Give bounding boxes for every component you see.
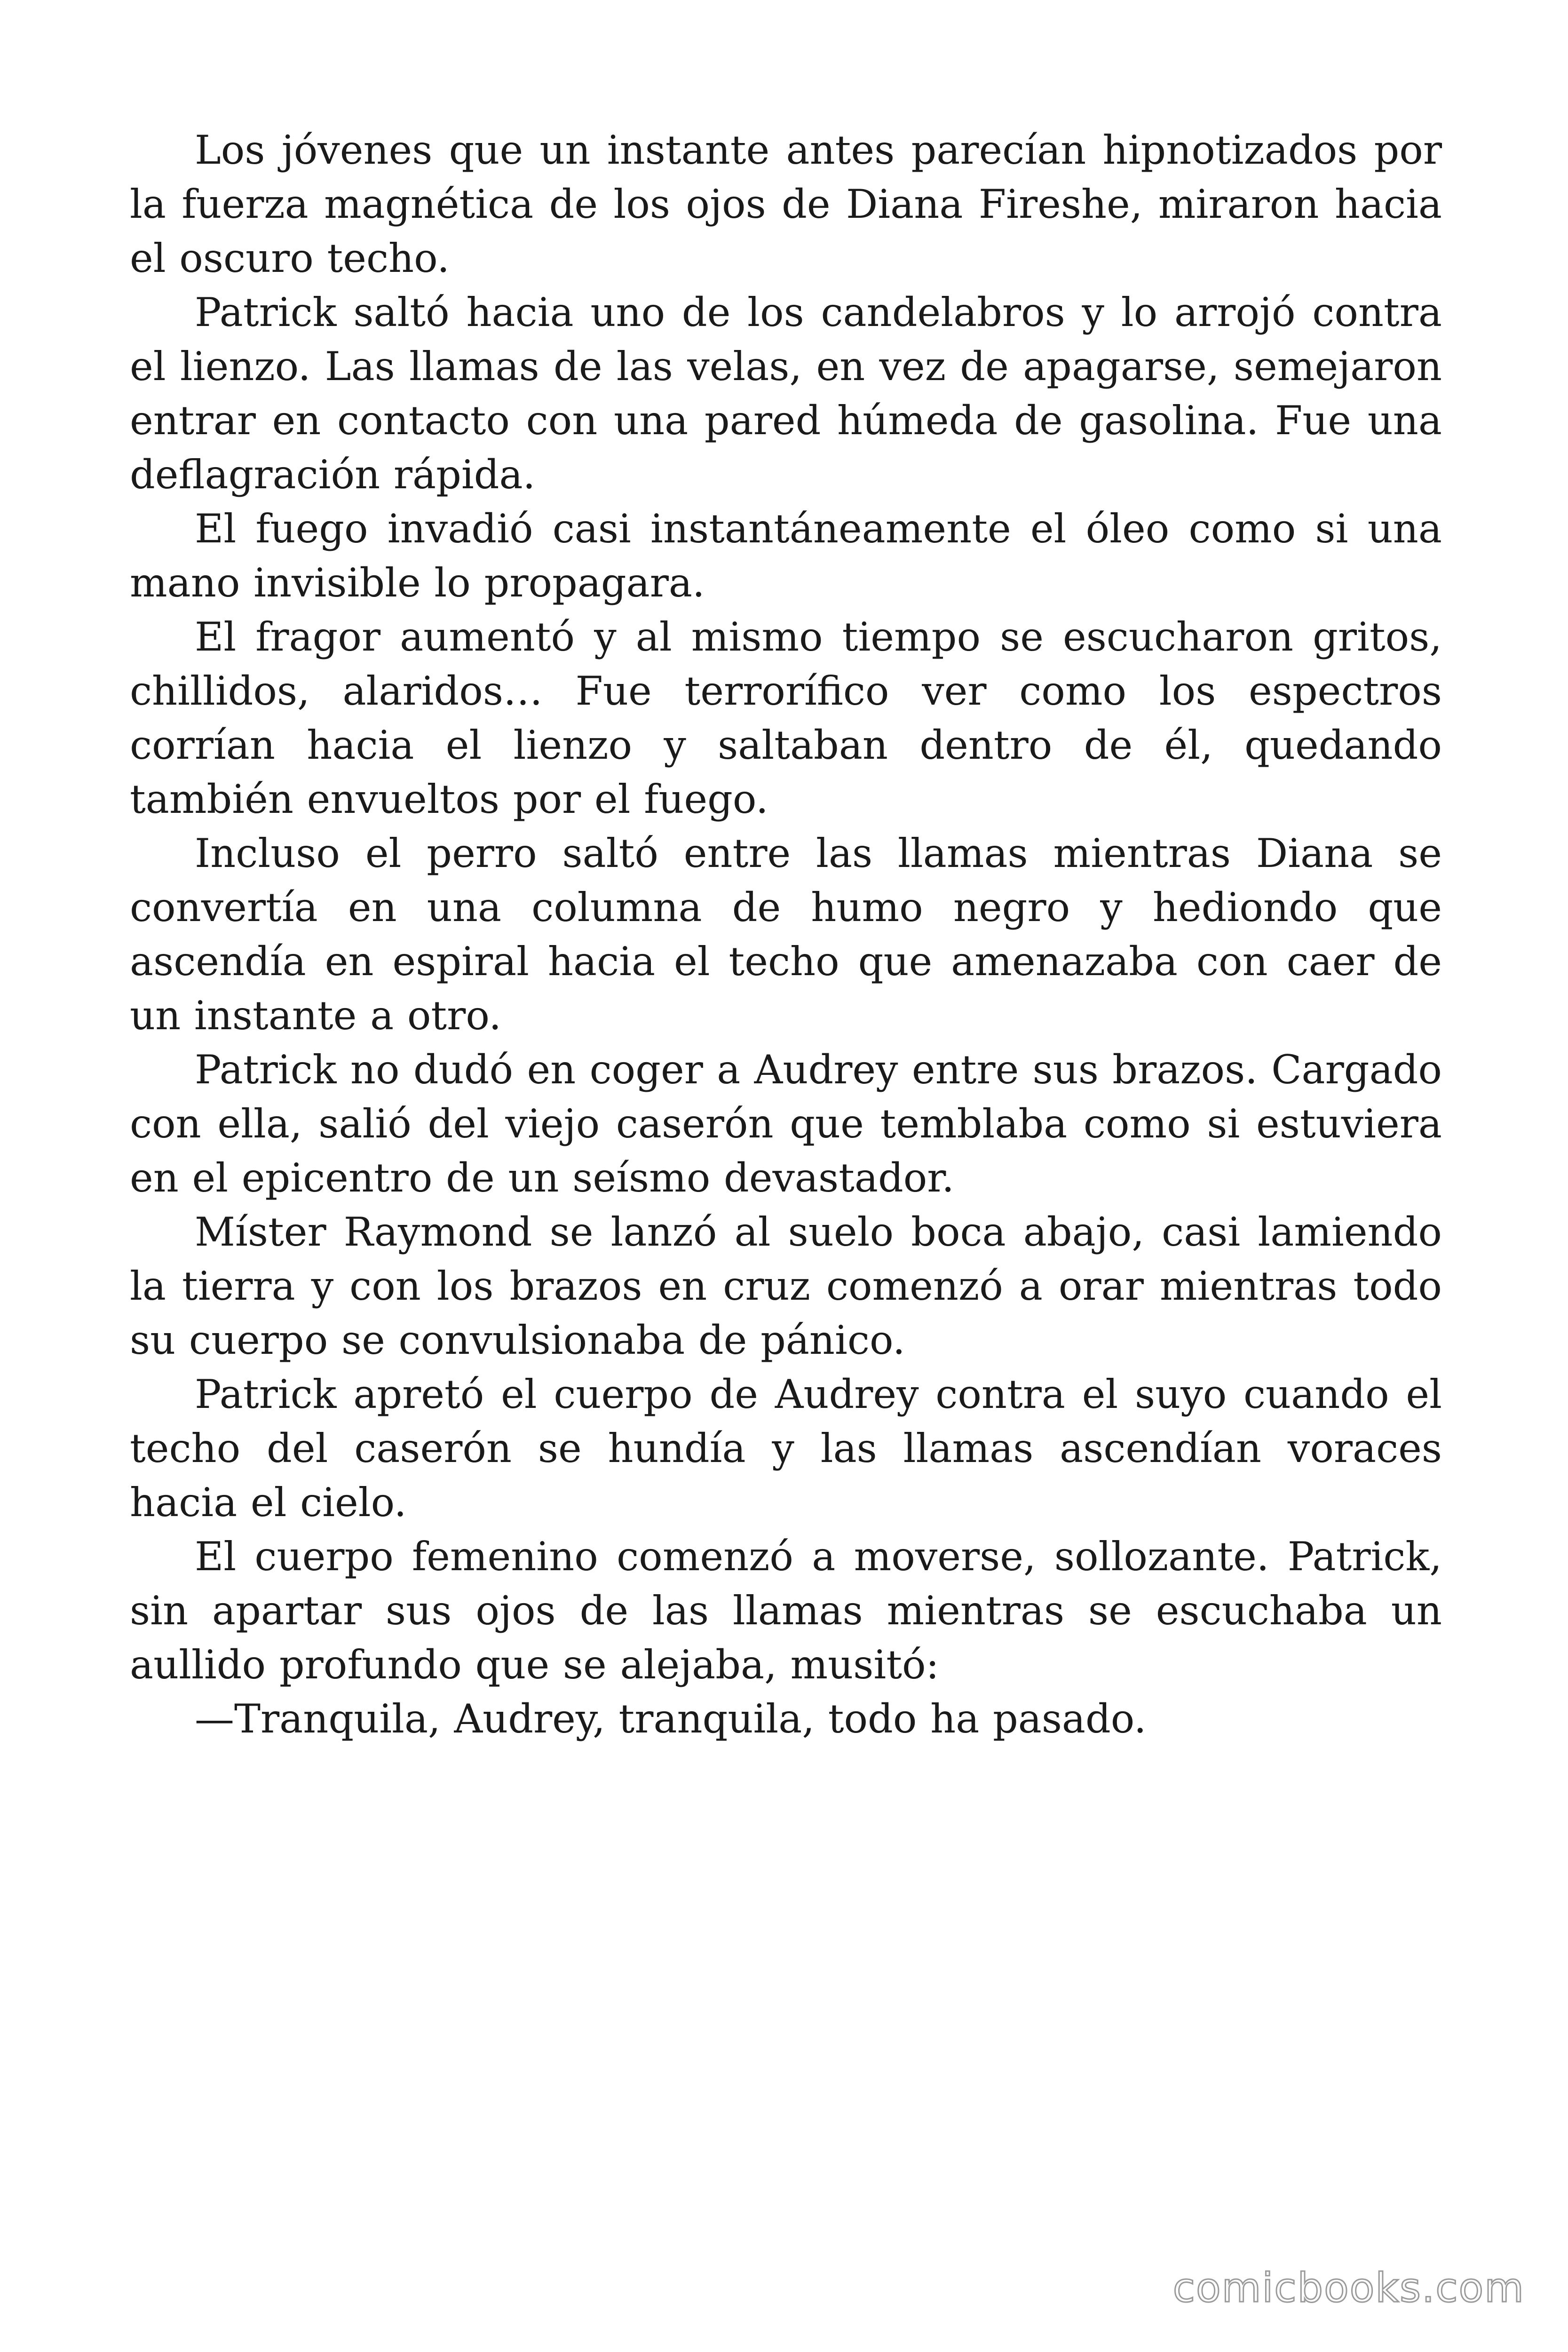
page-body — [130, 123, 1442, 1746]
paragraph: Incluso el perro saltó entre las llamas mientras Diana se convertía en una columna de humo negro y hediondo que ascendía en espiral hacia el techo que amenazaba con caer de un instante a otro. — [130, 830, 1442, 1039]
watermark: comicbooks.com — [1172, 2265, 1525, 2312]
paragraph: Patrick no dudó en coger a Audrey entre sus brazos. Cargado con ella, salió del viejo caserón que temblaba como si estuviera en el epicentro de un seísmo devastador. — [130, 1047, 1442, 1201]
paragraph: Patrick saltó hacia uno de los candelabros y lo arrojó contra el lienzo. Las llamas de las velas, en vez de apagarse, semejaron entrar en contacto con una pared húmeda de gasolina. Fue una deflagración rápida. — [130, 289, 1442, 498]
paragraph: Patrick apretó el cuerpo de Audrey contra el suyo cuando el techo del caserón se hundía y las llamas ascendían voraces hacia el cielo. — [130, 1371, 1442, 1526]
paragraph: Míster Raymond se lanzó al suelo boca abajo, casi lamiendo la tierra y con los brazos en cruz comenzó a orar mientras todo su cuerpo se convulsionaba de pánico. — [130, 1209, 1442, 1363]
paragraph: —Tranquila, Audrey, tranquila, todo ha pasado. — [195, 1696, 1147, 1742]
paragraph: Los jóvenes que un instante antes parecían hipnotizados por la fuerza magnética de los ojos de Diana Fireshe, miraron hacia el oscuro techo. — [130, 127, 1442, 281]
paragraph: El cuerpo femenino comenzó a moverse, sollozante. Patrick, sin apartar sus ojos de las llamas mientras se escuchaba un aullido profundo que se alejaba, musitó: — [130, 1534, 1442, 1688]
paragraph: El fuego invadió casi instantáneamente el óleo como si una mano invisible lo propagara. — [130, 506, 1442, 606]
paragraph: El fragor aumentó y al mismo tiempo se escucharon gritos, chillidos, alaridos… Fue terrorífico ver como los espectros corrían hacia el lienzo y saltaban dentro de él, quedando también envueltos por el fuego. — [130, 614, 1442, 822]
